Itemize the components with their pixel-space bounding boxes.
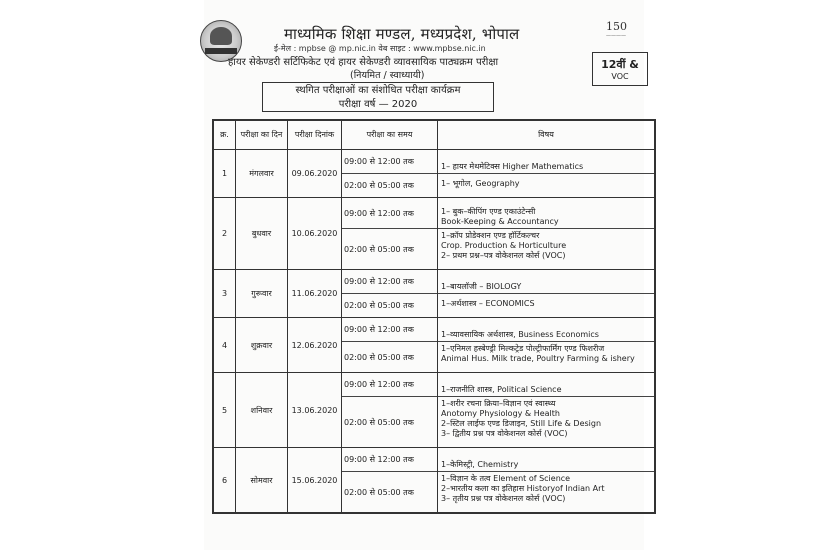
anniversary-logo: 150 ———— [606,20,627,39]
time-cell [342,198,438,270]
document-header [204,0,644,118]
subject-group [438,174,654,191]
subject-group [438,472,654,506]
date-cell: 12.06.2020 [288,318,342,373]
subject-cell [438,270,655,318]
date-cell: 13.06.2020 [288,373,342,448]
subject-line: Crop. Production & Horticulture [441,240,567,250]
subject-line: Animal Hus. Milk trade, Poultry Farming & ishery [441,353,635,363]
header-subject: विषय [438,121,655,150]
time-slot: 02:00 से 05:00 तक [344,417,414,427]
subject-line: 1– भूगोल, Geography [441,178,520,188]
subject-line: 1–एनिमल हस्बेण्ड्री मिल्कट्रेड पोल्ट्रीफार्मिंग एण्ड फिशरीज [441,343,605,353]
day-cell: सोमवार [236,448,288,513]
header-date: परीक्षा दिनांक [288,121,342,150]
subject-line: 1– हायर मेथमेटिक्स Higher Mathematics [441,161,584,171]
class-badge [592,52,648,86]
table-row [214,150,655,198]
serial-cell: 1 [214,150,236,198]
date-cell: 11.06.2020 [288,270,342,318]
subject-group [438,397,654,441]
subject-group [438,157,654,174]
time-cell [342,150,438,198]
time-slot: 09:00 से 12:00 तक [342,318,437,342]
time-slot: 09:00 से 12:00 तक [342,270,437,294]
subject-cell [438,198,655,270]
subject-group [438,342,654,366]
subject-cell [438,373,655,448]
serial-cell: 3 [214,270,236,318]
exam-line: हायर सेकेण्डरी सर्टिफिकेट एवं हायर सेकेण्डरी व्यावसायिक पाठ्यक्रम परीक्षा [228,57,499,68]
table-header-row [214,121,655,150]
subject-line: Book-Keeping & Accountancy [441,216,559,226]
table-row [214,270,655,318]
table-row [214,373,655,448]
table-row [214,198,655,270]
document-page [204,0,644,550]
day-cell: मंगलवार [236,150,288,198]
subject-group [438,229,654,263]
day-cell: शनिवार [236,373,288,448]
subject-line: 1–शरीर रचना क्रिया–विज्ञान एवं स्वास्थ्य [441,398,556,408]
class-badge-bottom: VOC [611,72,629,81]
subject-line: 1–क्रॉप प्रोडेक्शन एण्ड हॉर्टिकल्चर [441,230,540,240]
subject-line: 1– बुक–कीपिंग एण्ड एकाउंटेन्सी [441,206,536,216]
schedule-table [212,119,656,514]
subject-group [438,294,654,311]
subject-line: 1–व्यावसायिक अर्थशास्त्र, Business Economics [441,329,599,339]
table-row [214,318,655,373]
class-badge-top: 12वीं & [601,58,639,71]
serial-cell: 6 [214,448,236,513]
time-slot: 02:00 से 05:00 तक [344,301,414,310]
org-title: माध्यमिक शिक्षा मण्डल, मध्यप्रदेश, भोपाल [284,25,520,43]
subject-group [438,380,654,397]
contact-line: ई-मेल : mpbse @ mp.nic.in वेब साइट : www.mpbse.nic.in [274,44,486,53]
subject-line: 1–बायलॉजी – BIOLOGY [441,281,522,291]
time-cell [342,270,438,318]
schedule-title: स्थगित परीक्षाओं का संशोधित परीक्षा कार्यक्रम [295,85,461,96]
time-slot: 09:00 से 12:00 तक [342,373,437,397]
subject-line: 3– द्वितीय प्रश्न पत्र वोकेशनल कोर्स (VOC) [441,428,568,438]
time-slot: 09:00 से 12:00 तक [342,198,437,229]
subject-line: 1–अर्थशास्त्र – ECONOMICS [441,298,535,308]
table-row [214,448,655,513]
serial-cell: 2 [214,198,236,270]
time-slot: 09:00 से 12:00 तक [342,448,437,472]
time-cell [342,318,438,373]
header-serial: क्र. [214,121,236,150]
subject-line: 1–केमिस्ट्री, Chemistry [441,459,519,469]
subject-cell [438,150,655,198]
subject-cell [438,318,655,373]
time-slot: 02:00 से 05:00 तक [344,352,414,362]
subject-line: Anotomy Physiology & Health [441,408,560,418]
subject-line: 1–राजनीति शास्त्र, Political Science [441,384,562,394]
subject-line: 2–भारतीय कला का इतिहास Historyof Indian Art [441,483,605,493]
mode-line: (नियमित / स्वाध्यायी) [350,70,425,81]
day-cell: बुधवार [236,198,288,270]
subject-group [438,455,654,472]
subject-cell [438,448,655,513]
subject-line: 3– तृतीय प्रश्न पत्र वोकेशनल कोर्स (VOC) [441,493,566,503]
time-slot: 02:00 से 05:00 तक [344,487,414,497]
subject-group [438,325,654,342]
day-cell: गुरूवार [236,270,288,318]
exam-year: परीक्षा वर्ष — 2020 [338,99,418,110]
subject-line: 2– प्रथम प्रश्न–पत्र वोकेशनल कोर्स (VOC) [441,250,566,260]
header-day: परीक्षा का दिन [236,121,288,150]
date-cell: 10.06.2020 [288,198,342,270]
subject-line: 1–विज्ञान के तत्व Element of Science [441,473,571,483]
header-time: परीक्षा का समय [342,121,438,150]
date-cell: 09.06.2020 [288,150,342,198]
subject-group [438,277,654,294]
date-cell: 15.06.2020 [288,448,342,513]
day-cell: शुक्रवार [236,318,288,373]
time-slot: 09:00 से 12:00 तक [342,150,437,174]
serial-cell: 5 [214,373,236,448]
serial-cell: 4 [214,318,236,373]
time-cell [342,373,438,448]
time-slot: 02:00 से 05:00 तक [344,181,414,190]
time-slot: 02:00 से 05:00 तक [344,244,414,254]
schedule-title-box [262,82,494,112]
subject-group [438,205,654,229]
time-cell [342,448,438,513]
subject-line: 2–स्टिल लाईफ एण्ड डिजाइन, Still Life & Design [441,418,602,428]
